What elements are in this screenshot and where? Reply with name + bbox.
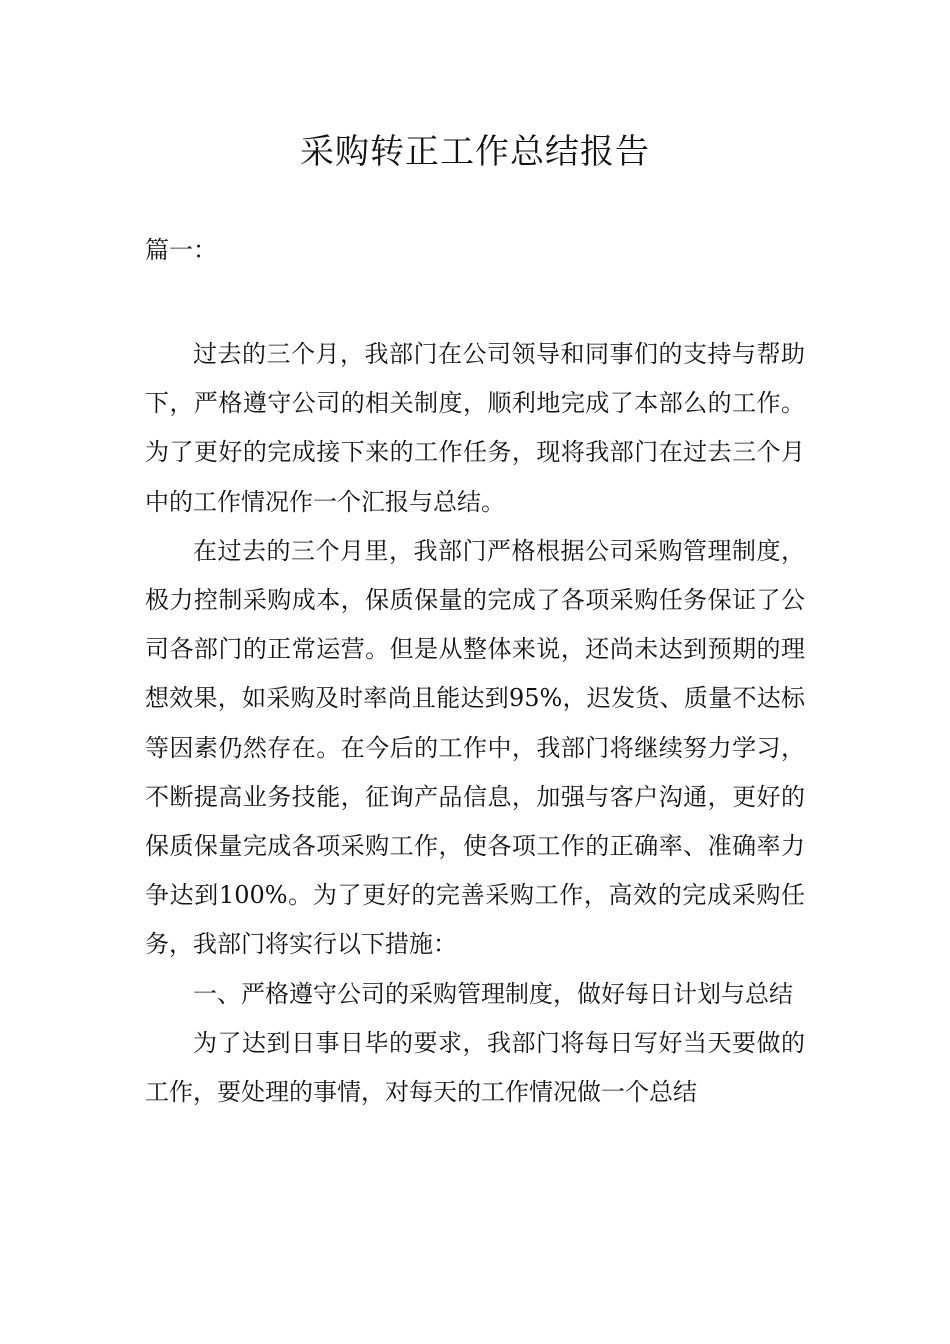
- section-label: 篇一：: [145, 236, 217, 264]
- paragraph-2: 在过去的三个月里，我部门严格根据公司采购管理制度，极力控制采购成本，保质保量的完成了各项采购任务保证了公司各部门的正常运营。但是从整体来说，还尚未达到预期的理想效果，如采购及时率尚且能达到95%，迟发货、质量不达标等因素仍然存在。在今后的工作中，我部门将继续努力学习，不断提高业务技能，征询产品信息，加强与客户沟通，更好的保质保量完成各项采购工作，使各项工作的正确率、准确率力争达到100%。为了更好的完善采购工作，高效的完成采购任务，我部门将实行以下措施：: [145, 536, 805, 959]
- paragraph-4: 为了达到日事日毕的要求，我部门将每日写好当天要做的工作，要处理的事情，对每天的工作情况做一个总结: [145, 1028, 805, 1107]
- paragraph-3-heading: 一、严格遵守公司的采购管理制度，做好每日计划与总结: [193, 979, 793, 1008]
- document-title: 采购转正工作总结报告: [300, 132, 650, 172]
- document-body: [145, 330, 805, 1117]
- paragraph-1: 过去的三个月，我部门在公司领导和同事们的支持与帮助下，严格遵守公司的相关制度，顺利地完成了本部么的工作。为了更好的完成接下来的工作任务，现将我部门在过去三个月中的工作情况作一个汇报与总结。: [145, 340, 805, 516]
